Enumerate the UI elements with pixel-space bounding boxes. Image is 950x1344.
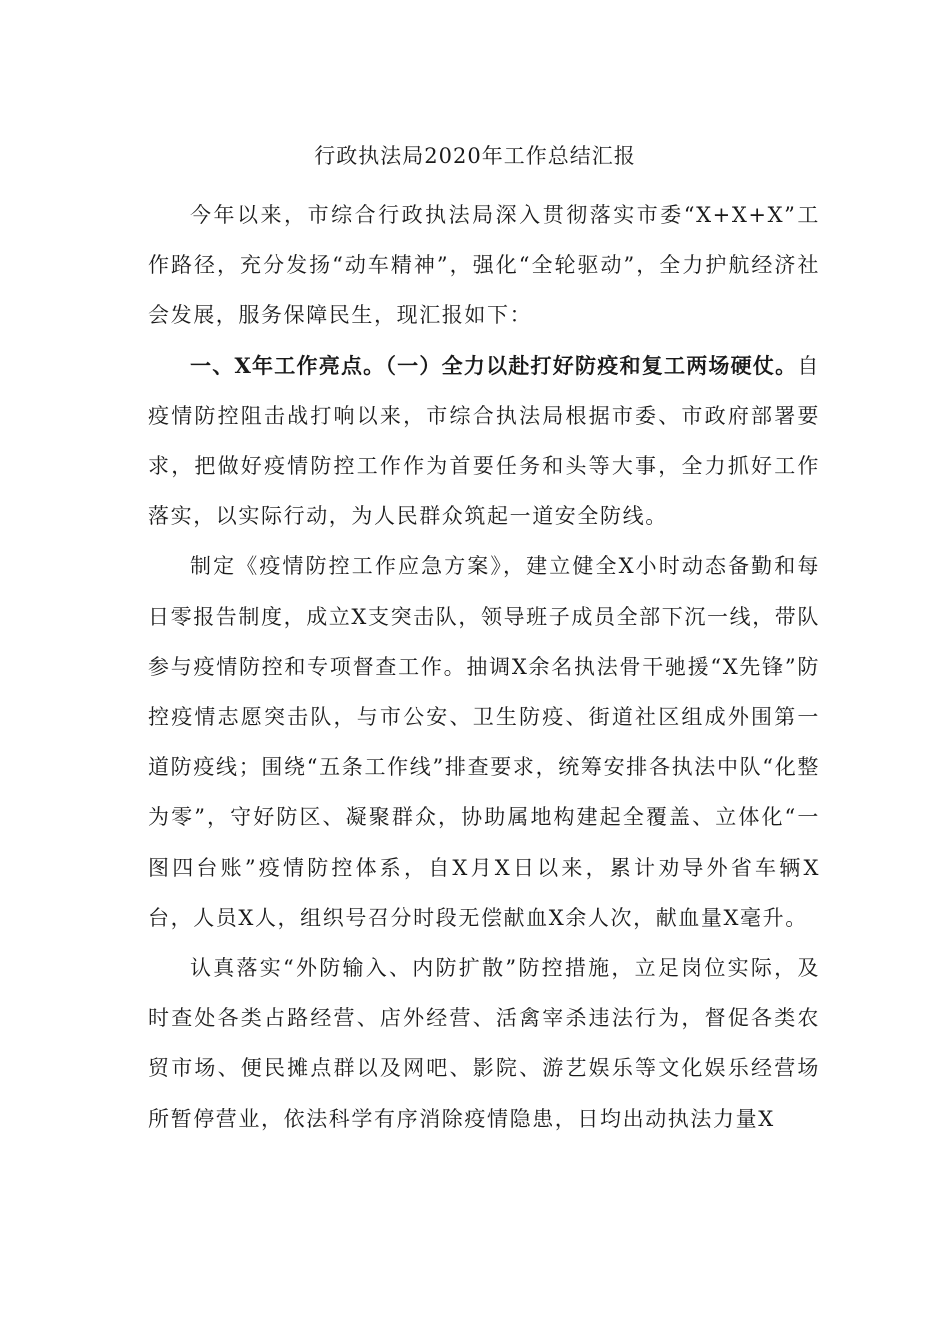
intro-text: 今年以来，市综合行政执法局深入贯彻落实市委“X+X+X”工作路径，充分发扬“动车精神”，强化“全轮驱动”，全力护航经济社会发展，服务保障民生，现汇报如下： [148, 203, 820, 328]
paragraph-4-text: 认真落实“外防输入、内防扩散”防控措施，立足岗位实际，及时查处各类占路经营、店外经营、活禽宰杀违法行为，督促各类农贸市场、便民摊点群以及网吧、影院、游艺娱乐等文化娱乐经营场所暂停营业，依法科学有序消除疫情隐患，日均出动执法力量X [148, 956, 820, 1131]
intro-paragraph [148, 190, 820, 341]
paragraph-3 [148, 541, 820, 943]
paragraph-4 [148, 943, 820, 1144]
document-body [148, 190, 820, 1144]
paragraph-3-text: 制定《疫情防控工作应急方案》，建立健全X小时动态备勤和每日零报告制度，成立X支突击队，领导班子成员全部下沉一线，带队参与疫情防控和专项督查工作。抽调X余名执法骨干驰援“X先锋”防控疫情志愿突击队，与市公安、卫生防疫、街道社区组成外围第一道防疫线；围绕“五条工作线”排查要求，统筹安排各执法中队“化整为零”，守好防区、凝聚群众，协助属地构建起全覆盖、立体化“一图四台账”疫情防控体系，自X月X日以来，累计劝导外省车辆X台，人员X人，组织号召分时段无偿献血X余人次，献血量X毫升。 [148, 554, 820, 930]
document-title: 行政执法局2020年工作总结汇报 [314, 144, 636, 168]
section-1-heading: 一、X年工作亮点。（一）全力以赴打好防疫和复工两场硬仗。 [190, 352, 798, 378]
section-1-paragraph [148, 341, 820, 542]
section-1-text: 自疫情防控阻击战打响以来，市综合执法局根据市委、市政府部署要求，把做好疫情防控工作作为首要任务和头等大事，全力抓好工作落实，以实际行动，为人民群众筑起一道安全防线。 [148, 353, 820, 529]
